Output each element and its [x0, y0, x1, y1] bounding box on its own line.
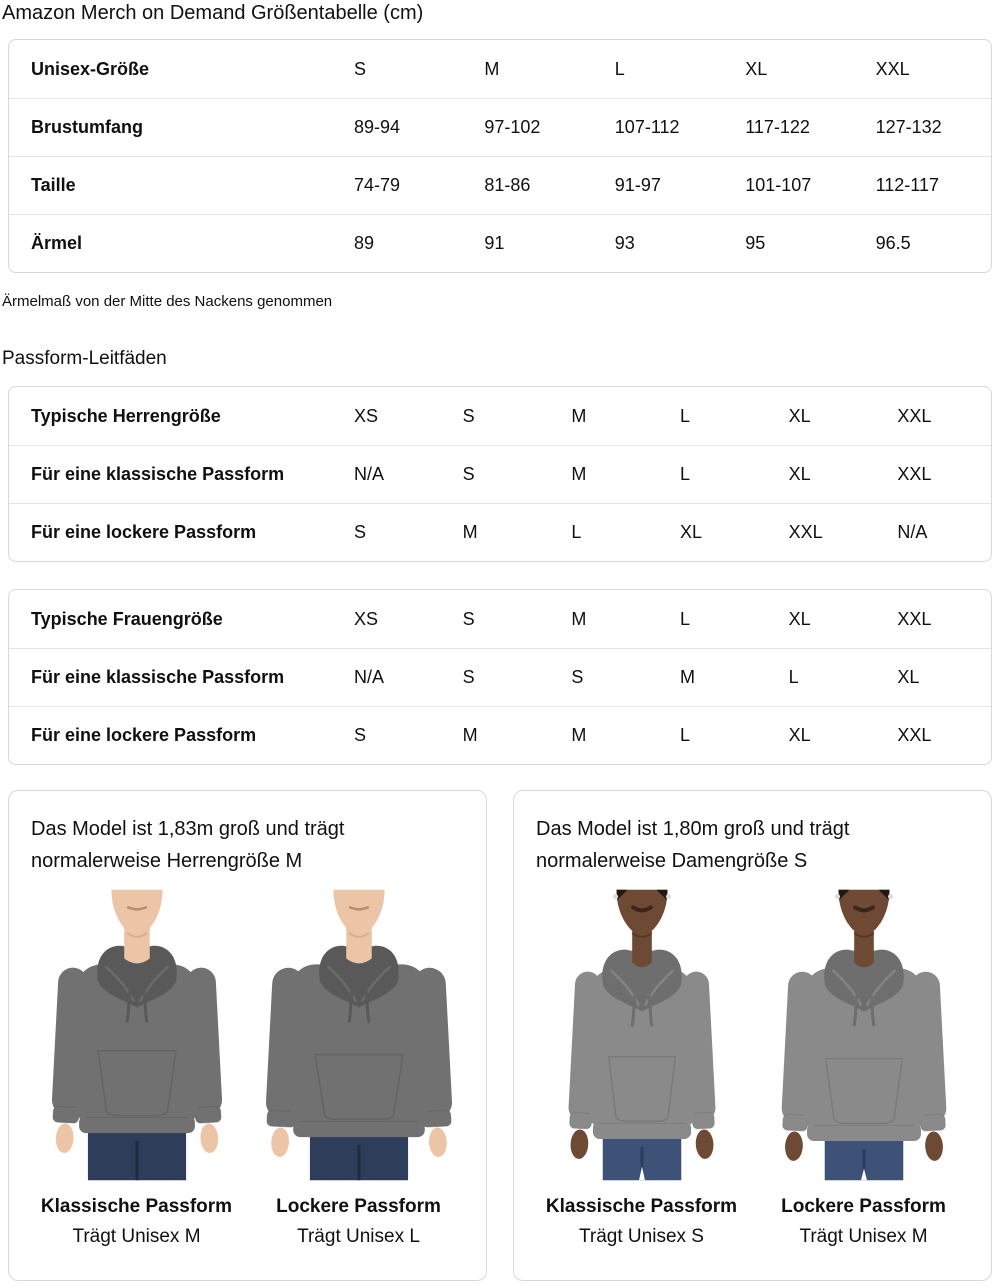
- size_table-cell: 97-102: [484, 117, 541, 137]
- size_table-cell: 91-97: [614, 175, 661, 195]
- women_fit_table-cell: S: [462, 608, 475, 629]
- size_table-row: [9, 98, 991, 156]
- female-model-description: Das Model ist 1,80m groß und trägt normalerweise Damengröße S: [536, 818, 850, 872]
- women_fit_table-row: [9, 590, 991, 648]
- size-caption: Trägt Unisex S: [579, 1226, 704, 1247]
- men_fit_table-row: [9, 445, 991, 503]
- men_fit_table-cell: XL: [679, 522, 703, 542]
- size_table-cell: XL: [745, 58, 768, 79]
- size_table-cell: 117-122: [745, 117, 810, 137]
- men_fit_table-cell: N/A: [897, 522, 928, 542]
- female-model-card: [513, 790, 992, 1281]
- size-chart-page: [0, 1, 1000, 1281]
- model-cards-row: [8, 790, 992, 1281]
- men_fit_table-cell: N/A: [354, 464, 385, 484]
- women_fit_table-cell: L: [679, 725, 690, 745]
- fit-caption: Klassische Passform: [545, 1196, 738, 1217]
- size_table-cell: 107-112: [614, 117, 680, 137]
- men_fit_table-cell: M: [571, 405, 587, 426]
- size_table-row: [9, 214, 991, 272]
- men_fit_table-cell: L: [571, 522, 582, 542]
- men_fit_table-cell: S: [462, 464, 475, 484]
- fit-guides-heading: Passform-Leitfäden: [2, 348, 167, 369]
- women_fit_table-cell: XXL: [897, 608, 932, 629]
- size_table-row: [9, 156, 991, 214]
- women_fit_table-cell: M: [462, 725, 478, 745]
- men_fit_table-cell: XL: [788, 464, 811, 484]
- men_fit_table-cell: S: [462, 405, 475, 426]
- women_fit_table-row-label: Für eine klassische Passform: [31, 667, 285, 687]
- men-fit-table: [8, 386, 992, 562]
- men_fit_table-cell: L: [679, 405, 690, 426]
- male-classic-fit-block: [31, 887, 243, 1252]
- size_table-cell: 101-107: [745, 175, 812, 195]
- women_fit_table-cell: M: [571, 725, 587, 745]
- women_fit_table-cell: S: [354, 725, 367, 745]
- women_fit_table-cell: L: [679, 608, 690, 629]
- men_fit_table-row: [9, 387, 991, 445]
- fit-caption: Klassische Passform: [40, 1196, 233, 1217]
- model-photo-male-loose-fit: [253, 887, 465, 1183]
- size_table-cell: 91: [484, 233, 505, 253]
- model-photo-female-loose-fit: [758, 887, 970, 1183]
- size_table-cell: S: [354, 58, 367, 79]
- men_fit_table-cell: XXL: [788, 522, 823, 542]
- size-caption: Trägt Unisex M: [72, 1226, 201, 1247]
- men_fit_table-cell: XXL: [897, 464, 932, 484]
- women_fit_table-row: [9, 706, 991, 764]
- women-fit-table: [8, 589, 992, 765]
- size_table-cell: 112-117: [875, 175, 939, 195]
- women_fit_table-cell: L: [788, 667, 799, 687]
- men_fit_table-row-label: Für eine klassische Passform: [31, 464, 285, 484]
- women_fit_table-cell: S: [571, 667, 584, 687]
- model-photo-female-classic-fit: [536, 887, 748, 1183]
- size_table-cell: L: [614, 58, 625, 79]
- size_table-row-label: Unisex-Größe: [31, 58, 150, 79]
- size_table-cell: XXL: [875, 58, 910, 79]
- women_fit_table-cell: N/A: [354, 667, 385, 687]
- male-model-card: [8, 790, 487, 1281]
- men_fit_table-cell: M: [462, 522, 478, 542]
- men_fit_table-cell: S: [354, 522, 367, 542]
- male-loose-fit-block: [253, 887, 465, 1252]
- size_table-row: [9, 40, 991, 98]
- men_fit_table-cell: XS: [354, 405, 379, 426]
- men_fit_table-row: [9, 503, 991, 561]
- women_fit_table-cell: XL: [897, 667, 920, 687]
- women_fit_table-cell: M: [571, 608, 587, 629]
- men_fit_table-row-label: Typische Herrengröße: [31, 405, 221, 426]
- page-title: Amazon Merch on Demand Größentabelle (cm): [2, 2, 424, 24]
- men_fit_table-cell: XXL: [897, 405, 932, 426]
- female-photos-row: [535, 887, 970, 1252]
- women_fit_table-cell: XL: [788, 608, 811, 629]
- women_fit_table-row: [9, 648, 991, 706]
- women_fit_table-cell: XXL: [897, 725, 932, 745]
- size-caption: Trägt Unisex M: [799, 1226, 928, 1247]
- women_fit_table-cell: S: [462, 667, 475, 687]
- women_fit_table-cell: XL: [788, 725, 811, 745]
- sleeve-measure-note: Ärmelmaß von der Mitte des Nackens genommen: [2, 293, 333, 310]
- size_table-cell: 89-94: [354, 117, 401, 137]
- women_fit_table-row-label: Für eine lockere Passform: [31, 725, 257, 745]
- female-loose-fit-block: [758, 887, 970, 1252]
- female-classic-fit-block: [536, 887, 748, 1252]
- size_table-row-label: Taille: [31, 175, 76, 195]
- women_fit_table-cell: XS: [354, 608, 379, 629]
- size_table-cell: 127-132: [875, 117, 942, 137]
- unisex-size-table: [8, 39, 992, 273]
- men_fit_table-cell: M: [571, 464, 587, 484]
- size_table-cell: 93: [614, 233, 635, 253]
- size_table-row-label: Ärmel: [31, 233, 83, 253]
- size_table-cell: 96.5: [875, 233, 911, 253]
- men_fit_table-row-label: Für eine lockere Passform: [31, 522, 257, 542]
- model-photo-male-classic-fit: [31, 887, 243, 1183]
- size_table-row-label: Brustumfang: [31, 117, 143, 137]
- male-model-description: Das Model ist 1,83m groß und trägt normalerweise Herrengröße M: [31, 818, 345, 872]
- fit-caption: Lockere Passform: [781, 1196, 946, 1217]
- men_fit_table-cell: XL: [788, 405, 811, 426]
- size_table-cell: M: [484, 58, 500, 79]
- men_fit_table-cell: L: [679, 464, 690, 484]
- size-caption: Trägt Unisex L: [297, 1226, 420, 1247]
- male-photos-row: [30, 887, 465, 1252]
- size_table-cell: 74-79: [354, 175, 401, 195]
- women_fit_table-cell: M: [679, 667, 695, 687]
- fit-caption: Lockere Passform: [276, 1196, 441, 1217]
- women_fit_table-row-label: Typische Frauengröße: [31, 608, 223, 629]
- size_table-cell: 81-86: [484, 175, 531, 195]
- size_table-cell: 89: [354, 233, 375, 253]
- size_table-cell: 95: [745, 233, 766, 253]
